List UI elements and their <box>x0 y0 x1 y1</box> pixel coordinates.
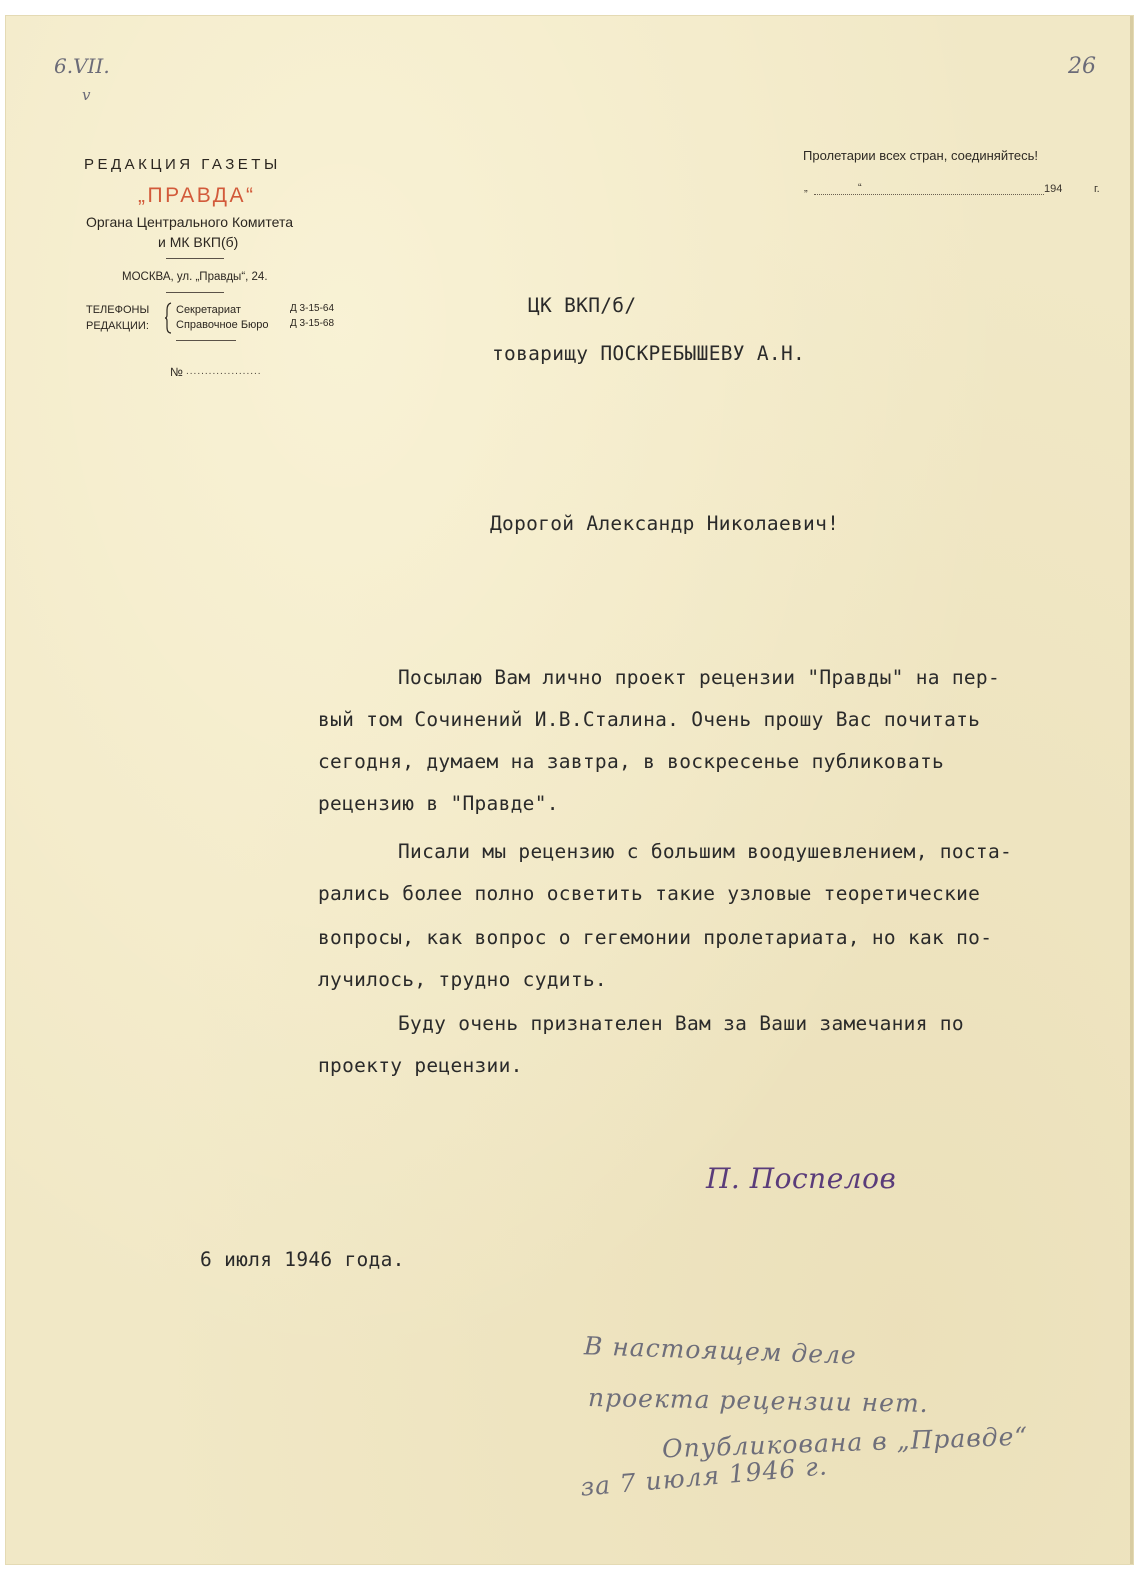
letterhead-organ-line-1: Органа Центрального Комитета <box>86 214 293 230</box>
document-page <box>6 16 1133 1564</box>
signature: П. Поспелов <box>706 1162 897 1195</box>
body-line: Писали мы рецензию с большим воодушевлением, поста- <box>398 840 1013 863</box>
body-line: вый том Сочинений И.В.Сталина. Очень прошу Вас почитать <box>318 708 981 731</box>
letterhead-organ-line-2: и МК ВКП(б) <box>158 234 239 250</box>
body-line: сегодня, думаем на завтра, в воскресенье публиковать <box>318 750 945 773</box>
letterhead-redakcia: РЕДАКЦИЯ ГАЗЕТЫ <box>84 156 281 173</box>
letterhead-phones-label-2: РЕДАКЦИИ: <box>86 320 149 332</box>
body-line: Посылаю Вам лично проект рецензии "Правды" на пер- <box>398 666 1000 689</box>
handwritten-tick-mark: v <box>82 86 91 104</box>
brace-icon <box>164 302 174 334</box>
letterhead-divider <box>176 340 236 341</box>
letterhead-divider <box>166 258 224 259</box>
letterhead-phone-number-1: Д 3-15-64 <box>290 303 335 314</box>
date-dotted-line <box>814 186 1044 195</box>
letterhead-divider <box>166 292 224 293</box>
letterhead-phone-number-2: Д 3-15-68 <box>290 318 335 329</box>
letterhead-newspaper-name: „ПРАВДА“ <box>138 184 256 207</box>
date-quote-close: “ <box>858 182 862 194</box>
letterhead-address: МОСКВА, ул. „Правды“, 24. <box>122 271 268 283</box>
body-line: проекту рецензии. <box>318 1054 523 1077</box>
body-line: лучилось, трудно судить. <box>318 968 607 991</box>
letterhead-slogan: Пролетарии всех стран, соединяйтесь! <box>803 148 1039 163</box>
handwritten-note-line: проекта рецензии нет. <box>587 1383 929 1418</box>
handwritten-note-line: за 7 июля 1946 г. <box>579 1451 829 1502</box>
date-year-prefix: 194 <box>1044 183 1063 195</box>
body-line: рались более полно осветить такие узловые теоретические <box>318 882 981 905</box>
addressee-line-2: товарищу ПОСКРЕБЫШЕВУ А.Н. <box>492 342 806 365</box>
date-year-suffix: г. <box>1094 183 1100 195</box>
handwritten-date-note: 6.VII. <box>54 54 110 78</box>
body-line: вопросы, как вопрос о гегемонии пролетариата, но как по- <box>318 926 993 949</box>
letter-date: 6 июля 1946 года. <box>200 1248 405 1271</box>
handwritten-note-line: Опубликована в „Правде“ <box>661 1421 1029 1464</box>
body-line: рецензию в "Правде". <box>318 792 559 815</box>
date-quote-open: „ <box>804 182 808 194</box>
letterhead-number-label: № <box>170 365 183 379</box>
page-number: 26 <box>1068 54 1096 79</box>
body-line: Буду очень признателен Вам за Ваши замечания по <box>398 1012 964 1035</box>
handwritten-note-line: В настоящем деле <box>583 1331 858 1370</box>
letterhead-phone-dept-1: Секретариат <box>176 304 241 316</box>
greeting: Дорогой Александр Николаевич! <box>490 512 840 535</box>
letterhead-phones-label-1: ТЕЛЕФОНЫ <box>86 304 150 316</box>
addressee-line-1: ЦК ВКП/б/ <box>528 294 637 317</box>
letterhead-number-field: .................... <box>186 366 262 377</box>
letterhead-phone-dept-2: Справочное Бюро <box>176 319 269 331</box>
